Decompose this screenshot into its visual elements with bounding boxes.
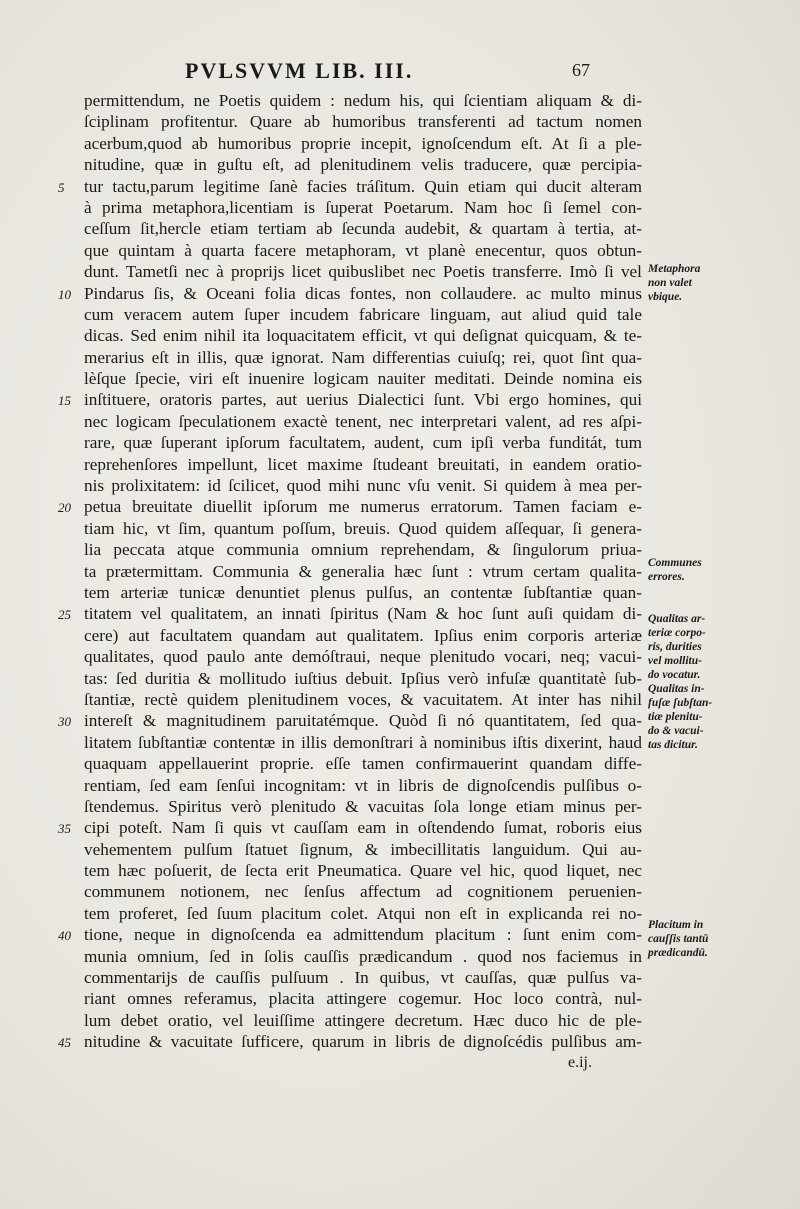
text-line bbox=[84, 860, 642, 881]
line-text: ta prætermittam. Communia & generalia hæc ſunt : vtrum certam qualita- bbox=[84, 561, 643, 581]
line-text: qualitates, quod paulo ante demóſtraui, neque plenitudo vocari, neq; vacui- bbox=[84, 647, 642, 667]
line-text: ſciplinam profitentur. Quare ab humoribus transferenti ad tactum nomen bbox=[84, 112, 642, 132]
text-line bbox=[58, 389, 642, 410]
margin-note-line: Qualitas ar- bbox=[648, 613, 706, 625]
line-text: commentarijs de cauſſis pulſuum . In quibus, vt cauſſas, quæ pulſus va- bbox=[84, 968, 642, 988]
text-line bbox=[58, 924, 643, 945]
line-text: ſtendemus. Spiritus verò plenitudo & vacuitas ſola longe etiam minus per- bbox=[84, 796, 643, 816]
text-line bbox=[58, 283, 643, 304]
line-text: nis prolixitatem: id ſcilicet, quod mihi nunc vſu venit. Si quidem à mea per- bbox=[84, 476, 643, 496]
text-line bbox=[84, 261, 642, 282]
text-line bbox=[84, 411, 642, 432]
line-text: nec logicam ſpeculationem exactè tenent, nec interpretari valent, ad res aſpi- bbox=[84, 411, 642, 431]
text-line bbox=[84, 432, 642, 453]
margin-note-line: Metaphora bbox=[648, 263, 701, 275]
line-text: ſtantiæ, rectè quidem plenitudinem voces, & vacuitatem. At inter has nihil bbox=[84, 689, 643, 709]
margin-note bbox=[648, 556, 766, 584]
signature-mark: e.ij. bbox=[568, 1054, 592, 1071]
line-text: permittendum, ne Poetis quidem : nedum his, qui ſcientiam aliquam & di- bbox=[84, 91, 643, 110]
margin-note-line: do & vacui- bbox=[648, 725, 704, 737]
text-line bbox=[84, 240, 642, 261]
text-line bbox=[84, 881, 642, 902]
text-line bbox=[84, 753, 642, 774]
line-text: à prima metaphora,licentiam is ſuperat Poetarum. Nam hoc ſi ſemel con- bbox=[84, 197, 643, 217]
line-text: tiam hic, vt ſim, quantum poſſum, breuis. Quod quidem aſſequar, ſi genera- bbox=[84, 518, 643, 538]
text-line bbox=[84, 133, 642, 154]
text-line bbox=[84, 689, 642, 710]
line-text: Pindarus ſis, & Oceani folia dicas fontes, non collaudere. ac multo minus bbox=[84, 283, 643, 303]
text-line bbox=[84, 347, 642, 368]
text-line bbox=[84, 154, 642, 175]
text-line bbox=[58, 176, 643, 197]
line-text: tem arteriæ tunicæ denuntiet plenus pulſus, an contentæ ſubſtantiæ quan- bbox=[84, 582, 642, 602]
text-line bbox=[84, 518, 642, 539]
text-line bbox=[84, 839, 642, 860]
line-text: quaquam appellauerint proprie. eſſe tamen confirmauerint quandam diffe- bbox=[84, 754, 642, 774]
line-text: tione, neque in dignoſcenda ea admittendum placitum : ſunt enim com- bbox=[84, 925, 643, 945]
text-line bbox=[84, 625, 642, 646]
line-number: 30 bbox=[58, 714, 71, 730]
margin-note-line: vbique. bbox=[648, 291, 683, 303]
page-number: 67 bbox=[572, 60, 590, 80]
line-text: tur tactu,parum legitime ſanè facies tráſitum. Quin etiam qui ducit alteram bbox=[84, 176, 643, 196]
text-line bbox=[58, 603, 642, 624]
text-line bbox=[84, 111, 642, 132]
text-line bbox=[84, 903, 642, 924]
line-text: riant omnes referamus, placita attingere cogemur. Hoc loco contrà, nul- bbox=[84, 989, 643, 1009]
margin-note bbox=[648, 262, 766, 304]
text-line bbox=[84, 1010, 642, 1031]
text-line bbox=[84, 304, 642, 325]
line-number: 25 bbox=[58, 607, 71, 623]
line-text: vehementem pulſum ſtatuet ſignum, & imbecillitatis languidum. Qui au- bbox=[84, 839, 642, 859]
text-line bbox=[84, 988, 642, 1009]
margin-note-line: tas dicitur. bbox=[648, 739, 698, 751]
margin-note-line: non valet bbox=[648, 277, 692, 289]
line-text: cere) aut facultatem quandam aut qualitatem. Ipſius enim corporis arteriæ bbox=[84, 625, 643, 645]
text-line bbox=[58, 817, 642, 838]
line-text: acerbum,quod ab humoribus proprie incepit, ignoſcendum eſt. At ſi a ple- bbox=[84, 133, 643, 153]
line-text: tem hæc poſuerit, de ſecta erit Pneumatica. Quare vel hic, quod liquet, nec bbox=[84, 861, 642, 881]
line-text: communem notionem, nec ſenſus affectum ad cognitionem peruenien- bbox=[84, 882, 642, 902]
line-text: tem proferet, ſed ſuum placitum colet. Atqui non eſt in explicanda rei no- bbox=[84, 903, 643, 923]
line-text: nitudine & vacuitate ſufficere, quarum in libris de dignoſcédis pulſibus am- bbox=[84, 1032, 642, 1052]
line-text: nitudine, quæ in guſtu eſt, ad plenitudinem velis traducere, quæ percipia- bbox=[84, 155, 643, 175]
text-line bbox=[84, 475, 642, 496]
line-text: cipi poteſt. Nam ſi quis vt cauſſam eam in oſtendendo ſumat, roboris eius bbox=[84, 818, 642, 838]
margin-note-line: Communes bbox=[648, 557, 702, 569]
line-text: lèſque ſpecie, viri eſt inuenire logicam nauiter meditati. Deinde nomina eis bbox=[84, 369, 643, 389]
margin-note-line: teriæ corpo- bbox=[648, 627, 706, 639]
margin-note-line: vel mollitu- bbox=[648, 655, 702, 667]
line-text: ceſſum ſit,hercle etiam tertiam ab ſecunda audebit, & quartam à tertia, at- bbox=[84, 219, 642, 239]
text-line bbox=[84, 90, 642, 111]
margin-note-line: fuſæ ſubſtan- bbox=[648, 697, 713, 709]
line-text: titatem vel qualitatem, an innati ſpiritus (Nam & hoc ſunt auſi quidam di- bbox=[84, 604, 642, 624]
line-text: rare, quæ ſuperant ipſorum facultatem, audent, cum ipſi verba funditát, tum bbox=[84, 433, 642, 453]
line-number: 35 bbox=[58, 821, 71, 837]
text-line bbox=[84, 325, 642, 346]
margin-note-line: tiæ plenitu- bbox=[648, 711, 703, 723]
text-line bbox=[84, 946, 642, 967]
margin-note-line: Placitum in bbox=[648, 919, 704, 931]
line-text: lum debet oratio, vel leuiſſime attingere decretum. Hæc duco hic de ple- bbox=[84, 1010, 642, 1030]
margin-note-line: ris, durities bbox=[648, 641, 702, 653]
line-text: que quintam à quarta facere metaphoram, vt planè enecentur, quos obtun- bbox=[84, 240, 642, 260]
line-text: merarius eſt in illis, quæ ignorat. Nam differentias cuiuſq; rei, quot ſint qua- bbox=[84, 347, 643, 367]
line-text: lia peccata atque communia omnium reprehendam, & ſingulorum priua- bbox=[84, 540, 642, 560]
text-line bbox=[84, 582, 642, 603]
text-line bbox=[84, 561, 642, 582]
text-line bbox=[84, 668, 642, 689]
text-line bbox=[84, 967, 642, 988]
line-text: intereſt & magnitudinem paruitatémque. Quòd ſi nó quantitatem, ſed qua- bbox=[84, 711, 642, 731]
text-line bbox=[84, 454, 642, 475]
line-text: inſtituere, oratoris partes, aut uerius Dialectici ſunt. Vbi ergo homines, qui bbox=[84, 390, 642, 410]
line-text: munia omnium, ſed in ſolis cauſſis prædicandum . quod nos faciemus in bbox=[84, 946, 642, 966]
page-header bbox=[0, 58, 800, 88]
text-line bbox=[58, 496, 642, 517]
line-text: dunt. Tametſi nec à proprijs licet quibuslibet nec Poetis transferre. Imò ſi vel bbox=[84, 262, 642, 282]
margin-note-line: do vocatur. bbox=[648, 669, 701, 681]
margin-note-line: cauſſis tantū bbox=[648, 933, 709, 945]
text-line bbox=[84, 197, 642, 218]
text-line bbox=[84, 539, 642, 560]
line-number: 40 bbox=[58, 928, 71, 944]
margin-note-line: prædicandū. bbox=[648, 947, 708, 959]
bleed-through-shadow bbox=[770, 60, 800, 1160]
body-text bbox=[58, 90, 643, 1053]
line-number: 5 bbox=[58, 179, 65, 195]
line-text: dicas. Sed enim nihil ita loquacitatem efficit, vt qui deſignat quicquam, & te- bbox=[84, 326, 642, 346]
margin-note bbox=[648, 918, 766, 960]
margin-note bbox=[648, 612, 766, 752]
line-text: litatem ſubſtantiæ contentæ in illis demonſtrari à nominibus iſtis dixerint, haud bbox=[84, 732, 642, 752]
line-number: 15 bbox=[58, 393, 71, 409]
text-line bbox=[84, 218, 642, 239]
line-text: cum veracem autem ſuper incudem fabricare linguam, aut aliud quid tale bbox=[84, 304, 642, 324]
line-text: reprehenſores impellunt, licet maxime ſtudeant breuitati, in eandem oratio- bbox=[84, 454, 643, 474]
text-line bbox=[84, 646, 642, 667]
line-number: 20 bbox=[58, 500, 71, 516]
line-text: tas: ſed duritia & mollitudo iuſtius debuit. Ipſius verò infuſæ quantitatè ſub- bbox=[84, 668, 642, 688]
margin-note-line: Qualitas in- bbox=[648, 683, 705, 695]
text-line bbox=[58, 710, 642, 731]
line-number: 45 bbox=[58, 1035, 71, 1051]
text-line bbox=[58, 1031, 642, 1052]
text-line bbox=[84, 775, 642, 796]
line-text: petua breuitate diuellit ipſorum me numerus erratorum. Tamen faciam e- bbox=[84, 497, 642, 517]
text-line bbox=[84, 796, 642, 817]
line-number: 10 bbox=[58, 286, 71, 302]
line-text: rentiam, ſed eam ſenſui incognitam: vt in libris de dignoſcendis pulſibus o- bbox=[84, 775, 642, 795]
running-head: PVLSVVM LIB. III. bbox=[185, 58, 414, 83]
margin-note-line: errores. bbox=[648, 571, 685, 583]
text-line bbox=[84, 732, 642, 753]
text-line bbox=[84, 368, 642, 389]
